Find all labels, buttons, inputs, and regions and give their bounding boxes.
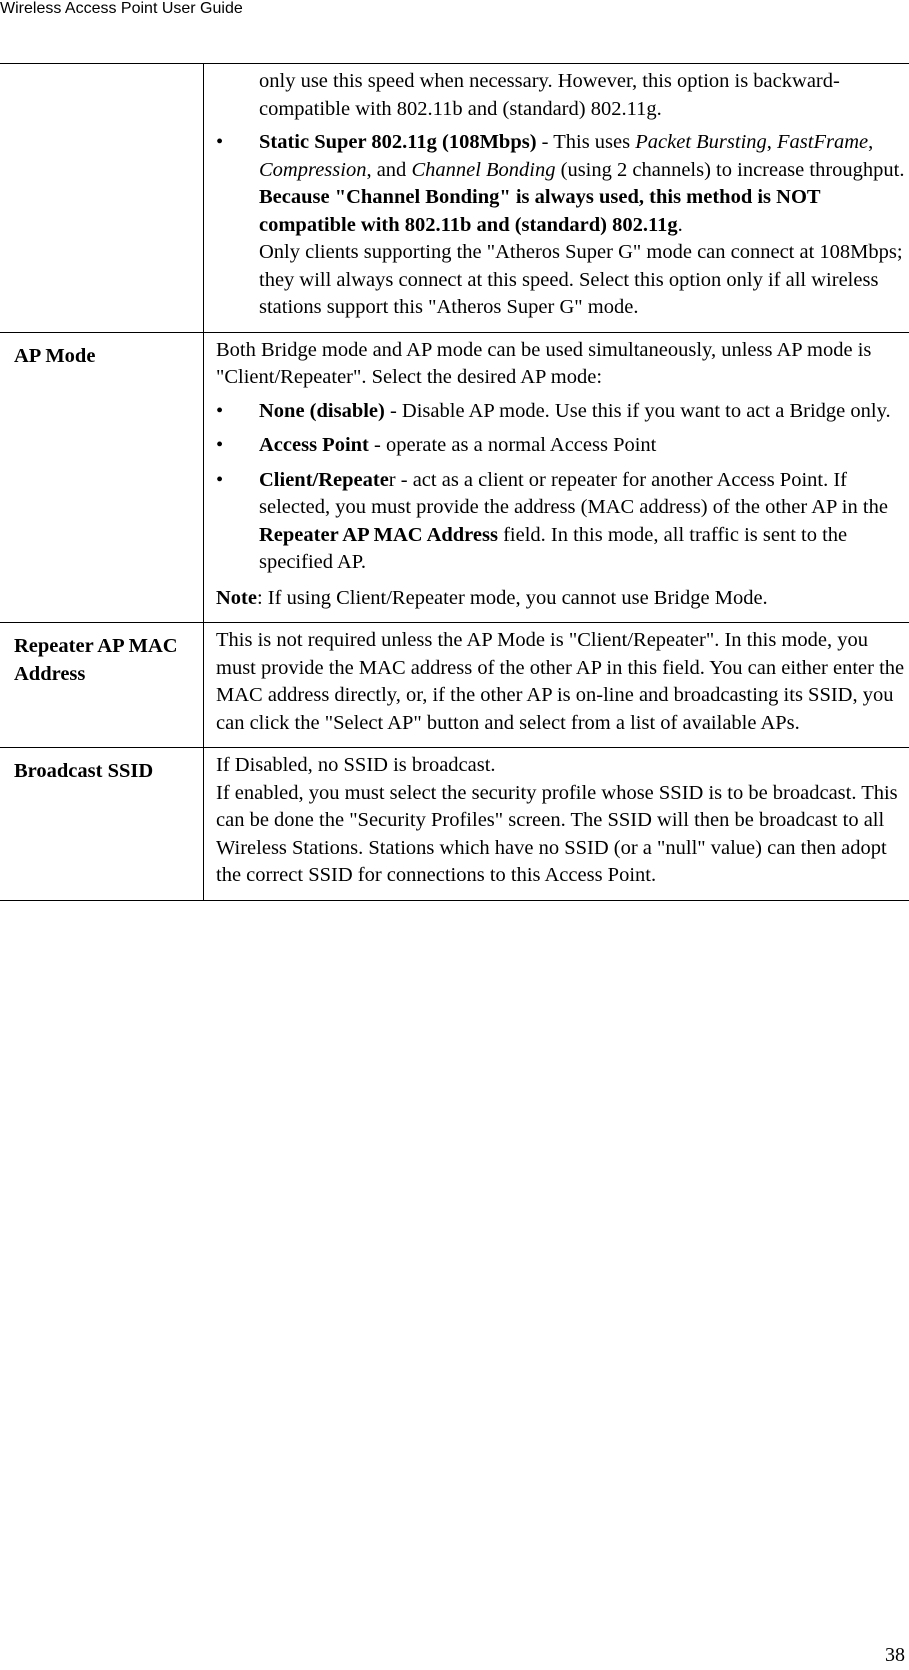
- desc-client-repeater-2: field. In this mode, all traffic is sent to the specified AP.: [259, 523, 848, 573]
- sep: , and: [366, 158, 412, 181]
- table-row-ap-mode: [0, 332, 909, 623]
- list-item-none-disable: [216, 398, 907, 426]
- table-row-broadcast-ssid: [0, 748, 909, 901]
- row-label-broadcast-ssid: Broadcast SSID: [0, 748, 204, 901]
- sep: ,: [868, 131, 874, 153]
- row-label-empty: [0, 64, 204, 333]
- broadcast-ssid-line-1: If Disabled, no SSID is broadcast.: [216, 754, 496, 776]
- continued-text-body: only use this speed when necessary. However, this option is backward-compatible with 802.11b and (standard) 802.11g.: [259, 70, 840, 120]
- bullet-icon: •: [216, 399, 224, 422]
- tech-fastframe: FastFrame: [777, 131, 869, 153]
- repeater-mac-text: This is not required unless the AP Mode is "Client/Repeater". In this mode, you must provide the MAC address of the other AP in this field. You can either enter the MAC address directly, or, if the other AP is on-line and broadcasting its SSID, you can click the "Select AP" button and select from a list of available APs.: [216, 629, 905, 734]
- table-row-repeater-mac: [0, 623, 909, 748]
- bullet-icon: •: [216, 434, 224, 456]
- static-super-after: (using 2 channels) to increase throughput.: [555, 158, 905, 181]
- desc-none-disable: - Disable AP mode. Use this if you want to act a Bridge only.: [384, 399, 891, 422]
- term-client-repeater-tail: r: [388, 468, 396, 491]
- field-repeater-ap-mac: Repeater AP MAC Address: [259, 523, 498, 546]
- list-item-access-point: [216, 432, 907, 460]
- tech-channel-bonding: Channel Bonding: [411, 158, 556, 181]
- row-description-continued: [204, 64, 909, 333]
- row-label-repeater-mac: Repeater AP MAC Address: [0, 623, 204, 748]
- desc-access-point: - operate as a normal Access Point: [368, 434, 657, 456]
- list-item-client-repeater: [216, 467, 907, 577]
- broadcast-ssid-line-2: If enabled, you must select the security profile whose SSID is to be broadcast. This can be done the "Security Profiles" screen. The SSID will then be broadcast to all Wireless Stations. Stations which have no SSID (or a "null" value) can then adopt the correct SSID for connections to this Access Point.: [216, 781, 898, 886]
- row-description-repeater-mac: [204, 623, 909, 748]
- page-number: 38: [885, 1644, 905, 1666]
- parameter-table: [0, 63, 909, 901]
- table-row-continued: [0, 64, 909, 333]
- static-super-detail: Only clients supporting the "Atheros Super G" mode can connect at 108Mbps; they will always connect at this speed. Select this option only if all wireless stations support this "Atheros Super G" mode.: [259, 241, 903, 318]
- static-super-warning: Because "Channel Bonding" is always used, this method is NOT compatible with 802.11b and (standard) 802.11g: [259, 186, 821, 236]
- term-none-disable: None (disable): [259, 399, 385, 422]
- row-description-broadcast-ssid: [204, 748, 909, 901]
- running-header: Wireless Access Point User Guide: [0, 0, 243, 17]
- bullet-icon: •: [216, 468, 224, 491]
- tech-compression: Compression: [259, 158, 367, 181]
- bullet-icon: •: [216, 131, 224, 153]
- warning-end: .: [677, 213, 683, 236]
- row-description-ap-mode: [204, 332, 909, 623]
- term-client-repeater: Client/Repeate: [259, 468, 389, 491]
- term-access-point: Access Point: [259, 434, 369, 456]
- sep: ,: [766, 131, 778, 153]
- continued-list: [216, 68, 907, 322]
- tech-packet-bursting: Packet Bursting: [635, 131, 767, 153]
- continued-text: [216, 68, 907, 123]
- desc-client-repeater-1: - act as a client or repeater for another Access Point. If selected, you must provide the address (MAC address) of the other AP in the: [259, 468, 888, 518]
- static-super-intro: - This uses: [536, 131, 636, 153]
- term-static-super: Static Super 802.11g (108Mbps): [259, 131, 537, 153]
- ap-mode-note: [216, 585, 907, 613]
- ap-mode-options: [216, 398, 907, 577]
- row-label-ap-mode: AP Mode: [0, 332, 204, 623]
- list-item-static-super: [216, 129, 907, 322]
- note-text: : If using Client/Repeater mode, you cannot use Bridge Mode.: [256, 586, 768, 609]
- note-label: Note: [216, 586, 257, 609]
- ap-mode-intro: Both Bridge mode and AP mode can be used simultaneously, unless AP mode is "Client/Repeater". Select the desired AP mode:: [216, 338, 872, 388]
